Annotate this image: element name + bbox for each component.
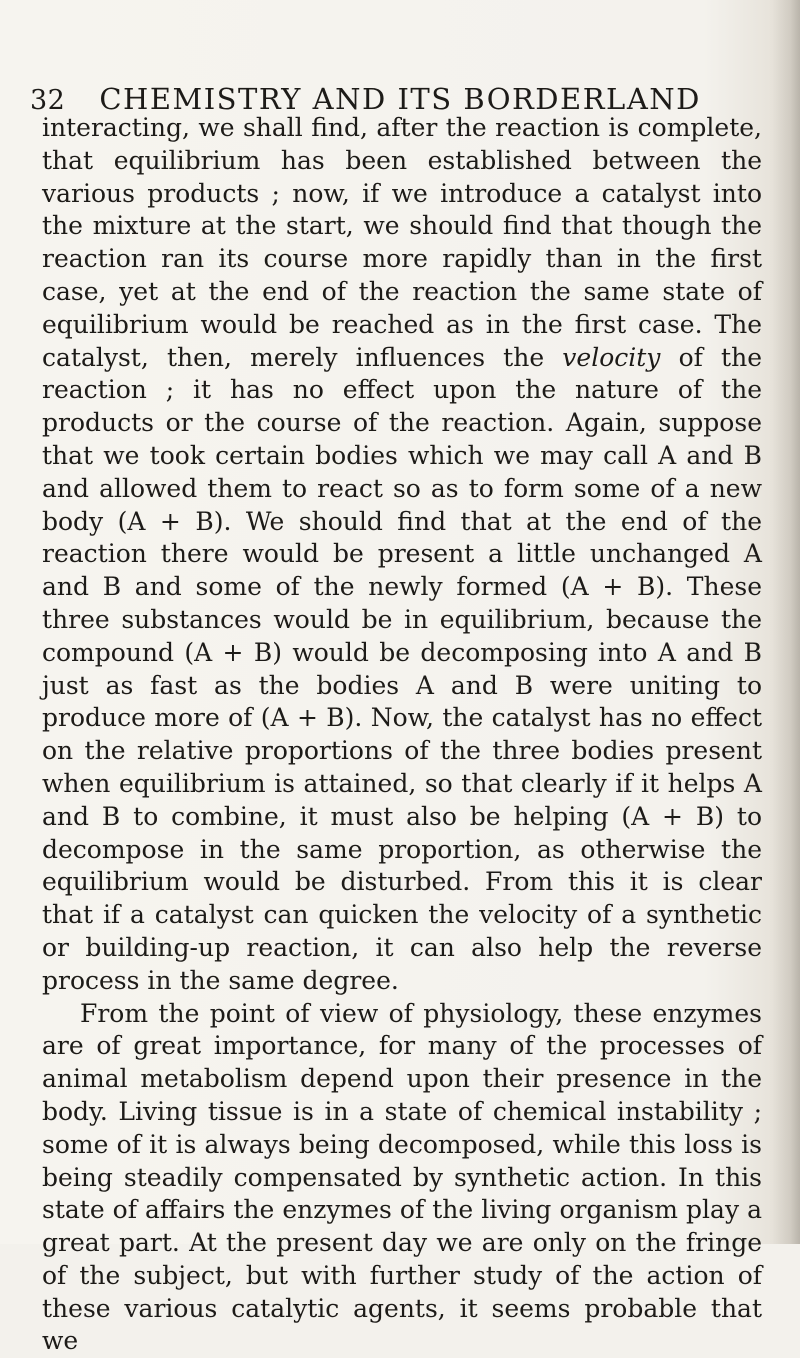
page-number: 32	[30, 85, 66, 116]
paragraph-1-text-after: of the reaction ; it has no effect upon the nature of the products or the course of the reaction. Again, suppose that we took certain bodies which we may call A and B and allowed them to react so as to form some of a new body (A + B). We should find that at the end of the reaction there would be present a little unchanged A and B and some of the newly formed (A + B). These three substances would be in equilibrium, because the compound (A + B) would be decomposing into A and B just as fast as the bodies A and B were uniting to produce more of (A + B). Now, the catalyst has no effect on the relative proportions of the three bodies present when equilibrium is attained, so that clearly if it helps A and B to combine, it must also be helping (A + B) to decompose in the same proportion, as otherwise the equilibrium would be disturbed. From this it is clear that if a catalyst can quicken the velocity of a synthetic or building-up reaction, it can also help the reverse process in the same degree.	[42, 342, 763, 995]
paragraph-enzymes-physiology: From the point of view of physiology, these enzymes are of great importance, for many of the processes of animal metabolism depend upon their presence in the body. Living tissue is in a state of chemical instability ; some of it is always being decomposed, while this loss is being steadily compensated by synthetic action. In this state of affairs the enzymes of the living organism play a great part. At the present day we are only on the fringe of the subject, but with further study of the action of these various catalytic agents, it seems probable that we	[42, 998, 762, 1356]
page-edge-shadow	[772, 0, 800, 1244]
paragraph-1-text-before: interacting, we shall find, after the reaction is complete, that equilibrium has been established between the various products ; now, if we introduce a catalyst into the mixture at the start, we should find that though the reaction ran its course more rapidly than in the first case, yet at the end of the reaction the same state of equilibrium would be reached as in the first case. The catalyst, then, merely influences the	[42, 113, 762, 372]
emphasis-velocity: velocity	[562, 342, 661, 372]
body-text	[42, 112, 762, 1358]
paragraph-catalyst-equilibrium	[42, 112, 762, 998]
running-title: CHEMISTRY AND ITS BORDERLAND	[99, 82, 701, 116]
